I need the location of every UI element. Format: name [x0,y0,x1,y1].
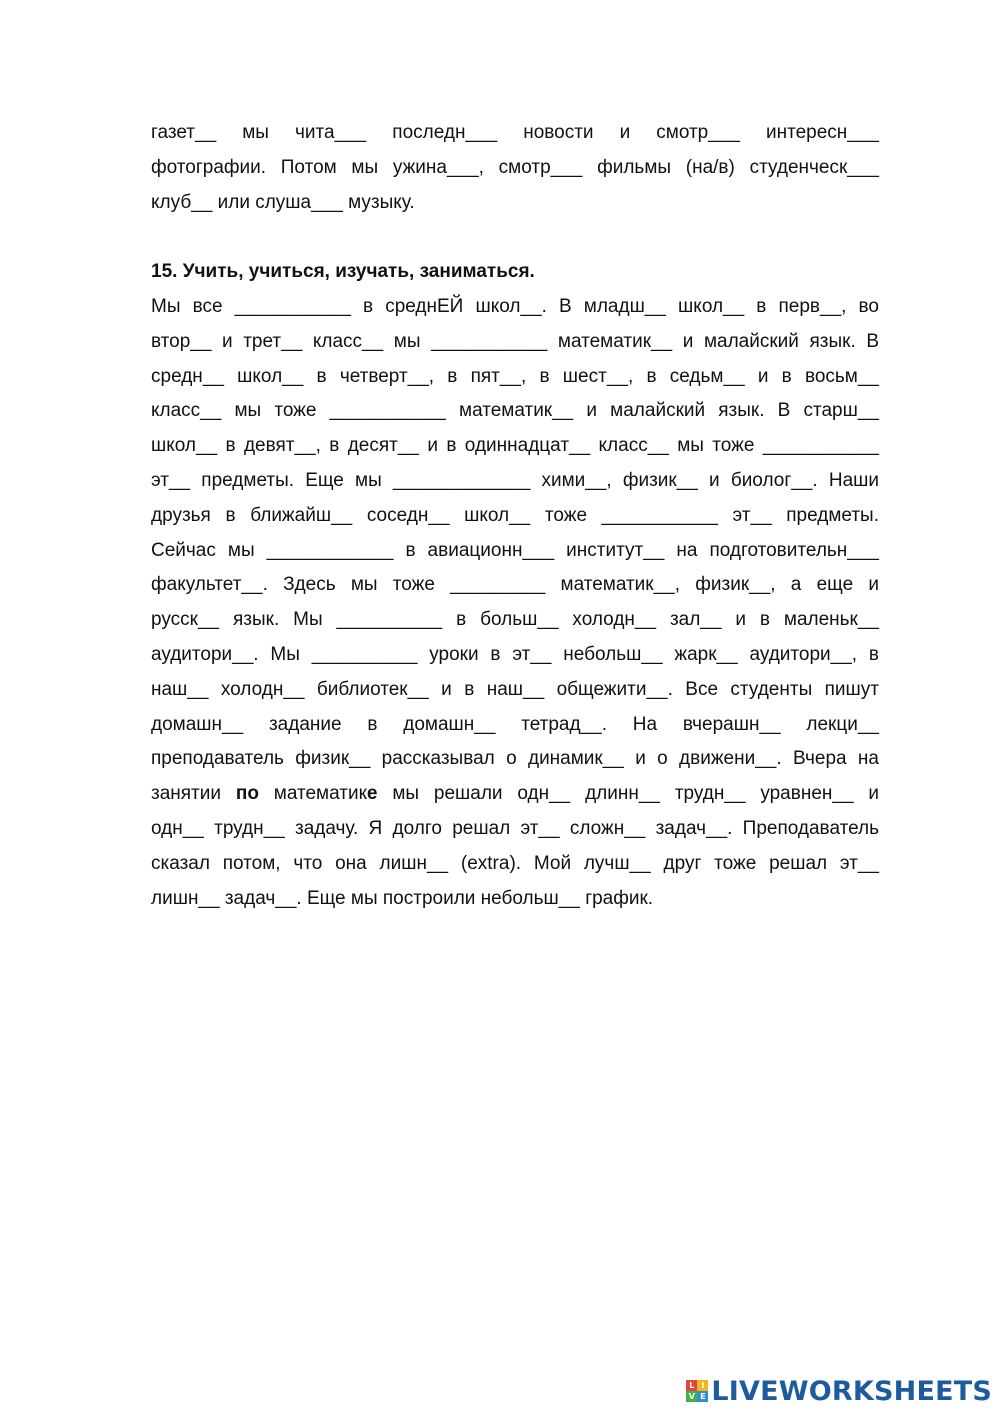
exercise-line-11: аудитори__. Мы __________ уроки в эт__ небольш__ жарк__ аудитори__, в [151,643,879,665]
exercise-line-4: класс__ мы тоже ___________ математик__ и малайский язык. В старш__ [151,400,879,422]
exercise-line-5: школ__ в девят__, в десят__ и в одиннадцат__ класс__ мы тоже ___________ [151,435,879,457]
bold-word-po: по [235,783,259,805]
exercise-line-15 [151,777,879,812]
intro-line-2: фотографии. Потом мы ужина___, смотр___ фильмы (на/в) студенческ___ [151,156,879,178]
worksheet-content [151,116,879,916]
logo-mark-letter-l: L [686,1380,697,1391]
intro-line-3: клуб__ или слуша___ музыку. [151,191,415,213]
exercise-line-3: средн__ школ__ в четверт__, в пят__, в шест__, в седьм__ и в восьм__ [151,365,879,387]
exercise-line-17: сказал потом, что она лишн__ (extra). Мой лучш__ друг тоже решал эт__ [151,852,879,874]
paragraph-spacer [151,220,879,255]
exercise-line-9: факультет__. Здесь мы тоже _________ математик__, физик__, а еще и [151,574,879,596]
logo-mark-letter-i: I [697,1380,708,1391]
line-15-post: мы решали одн__ длинн__ трудн__ уравнен__ и [377,783,879,805]
exercise-line-12: наш__ холодн__ библиотек__ и в наш__ общежити__. Все студенты пишут [151,678,879,700]
exercise-line-6: эт__ предметы. Еще мы _____________ хими__, физик__ и биолог__. Наши [151,469,879,491]
logo-mark-letter-e: E [697,1391,708,1402]
logo-mark-letter-v: V [686,1391,697,1402]
exercise-heading: 15. Учить, учиться, изучать, заниматься. [151,261,535,283]
exercise-line-13: домашн__ задание в домашн__ тетрад__. На вчерашн__ лекци__ [151,713,879,735]
exercise-line-2: втор__ и трет__ класс__ мы ___________ математик__ и малайский язык. В [151,330,879,352]
exercise-line-7: друзья в ближайш__ соседн__ школ__ тоже ___________ эт__ предметы. [151,504,879,526]
intro-line-1: газет__ мы чита___ последн___ новости и смотр___ интересн___ [151,122,879,143]
exercise-line-10: русск__ язык. Мы __________ в больш__ холодн__ зал__ и в маленьк__ [151,609,879,631]
exercise-line-1: Мы все ___________ в среднЕЙ школ__. В младш__ школ__ в перв__, во [151,295,879,317]
exercise-line-8: Сейчас мы ____________ в авиационн___ институт__ на подготовительн___ [151,539,879,561]
bold-ending-e: е [366,783,378,805]
line-15-pre: занятии [151,783,236,805]
exercise-line-16: одн__ трудн__ задачу. Я долго решал эт__ сложн__ задач__. Преподаватель [151,817,879,839]
line-15-mid: математик [258,783,367,805]
exercise-line-14: преподаватель физик__ рассказывал о динамик__ и о движени__. Вчера на [151,748,879,770]
liveworksheets-logo-mark [686,1380,708,1402]
exercise-line-18: лишн__ задач__. Еще мы построили небольш__ график. [151,887,654,909]
liveworksheets-logo[interactable] [686,1374,992,1408]
liveworksheets-logo-text: LIVEWORKSHEETS [711,1375,992,1407]
